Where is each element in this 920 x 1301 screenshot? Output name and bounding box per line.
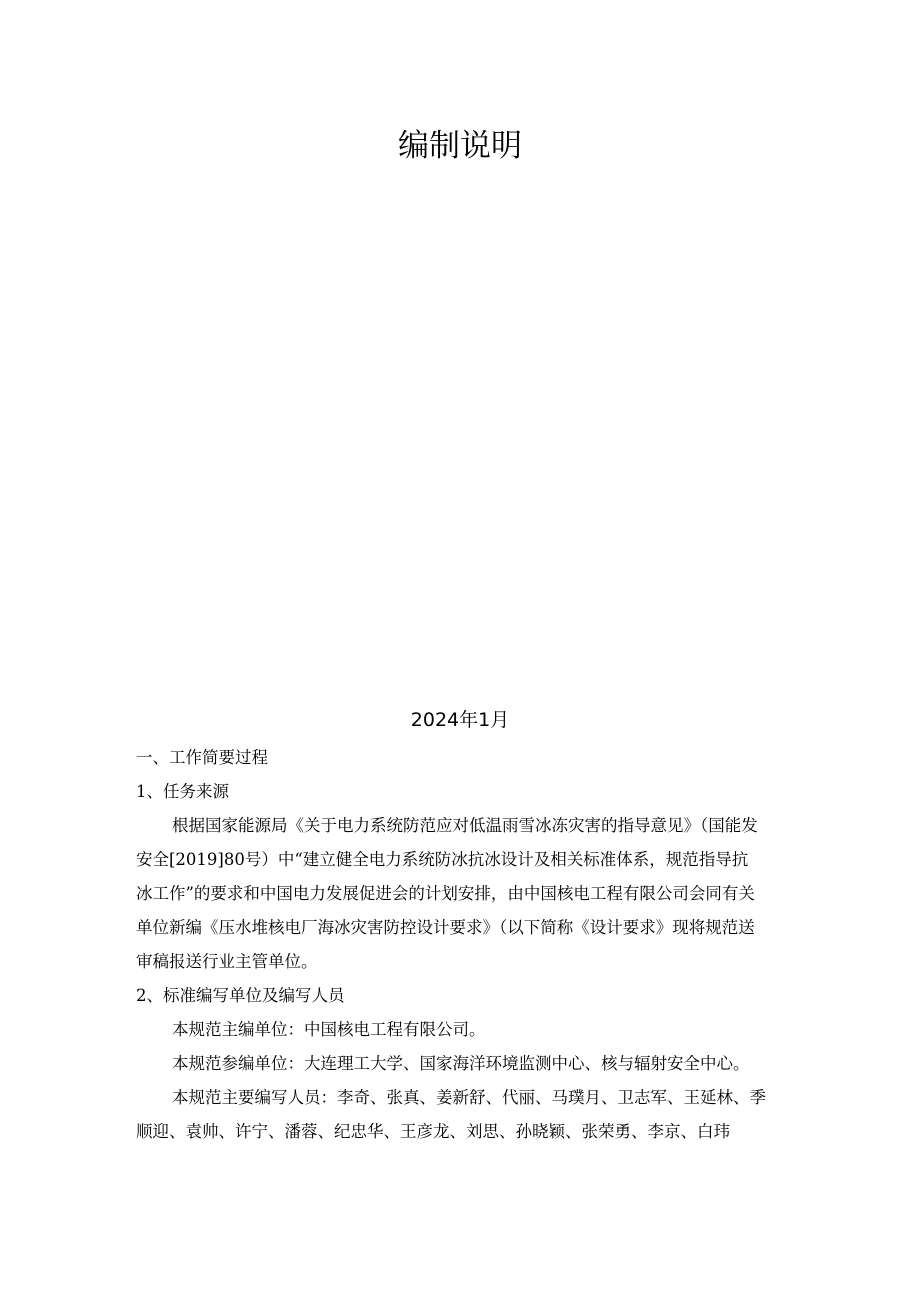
paragraph-line: 根据国家能源局《关于电力系统防范应对低温雨雪冰冻灾害的指导意见》（国能发 bbox=[172, 816, 758, 835]
section-heading: 一、工作简要过程 bbox=[136, 748, 268, 767]
document-date: 2024年1月 bbox=[410, 709, 510, 731]
paragraph-line: 安全[2019]80号）中“建立健全电力系统防冰抗冰设计及相关标准体系，规范指导抗 bbox=[136, 850, 749, 869]
paragraph-line: 冰工作”的要求和中国电力发展促进会的计划安排，由中国核电工程有限公司会同有关 bbox=[136, 884, 755, 903]
page-title: 编制说明 bbox=[398, 128, 522, 164]
subsection-heading-task-source: 1、任务来源 bbox=[136, 782, 229, 801]
paragraph-line: 本规范主要编写人员：李奇、张真、姜新舒、代丽、马璞月、卫志军、王延林、季 bbox=[172, 1088, 766, 1107]
paragraph-line: 审稿报送行业主管单位。 bbox=[136, 952, 318, 971]
subsection-heading-drafting-units: 2、标准编写单位及编写人员 bbox=[136, 986, 345, 1005]
paragraph-line: 单位新编《压水堆核电厂海冰灾害防控设计要求》（以下简称《设计要求》现将规范送 bbox=[136, 918, 755, 937]
authors-paragraph bbox=[136, 1081, 786, 1149]
document-body bbox=[136, 741, 786, 1149]
task-source-paragraph bbox=[136, 809, 786, 979]
participating-units: 本规范参编单位：大连理工大学、国家海洋环境监测中心、核与辐射安全中心。 bbox=[172, 1054, 750, 1073]
paragraph-line: 顺迎、袁帅、许宁、潘蓉、纪忠华、王彦龙、刘思、孙晓颖、张荣勇、李京、白玮 bbox=[136, 1122, 730, 1141]
main-drafting-unit: 本规范主编单位：中国核电工程有限公司。 bbox=[172, 1020, 486, 1039]
